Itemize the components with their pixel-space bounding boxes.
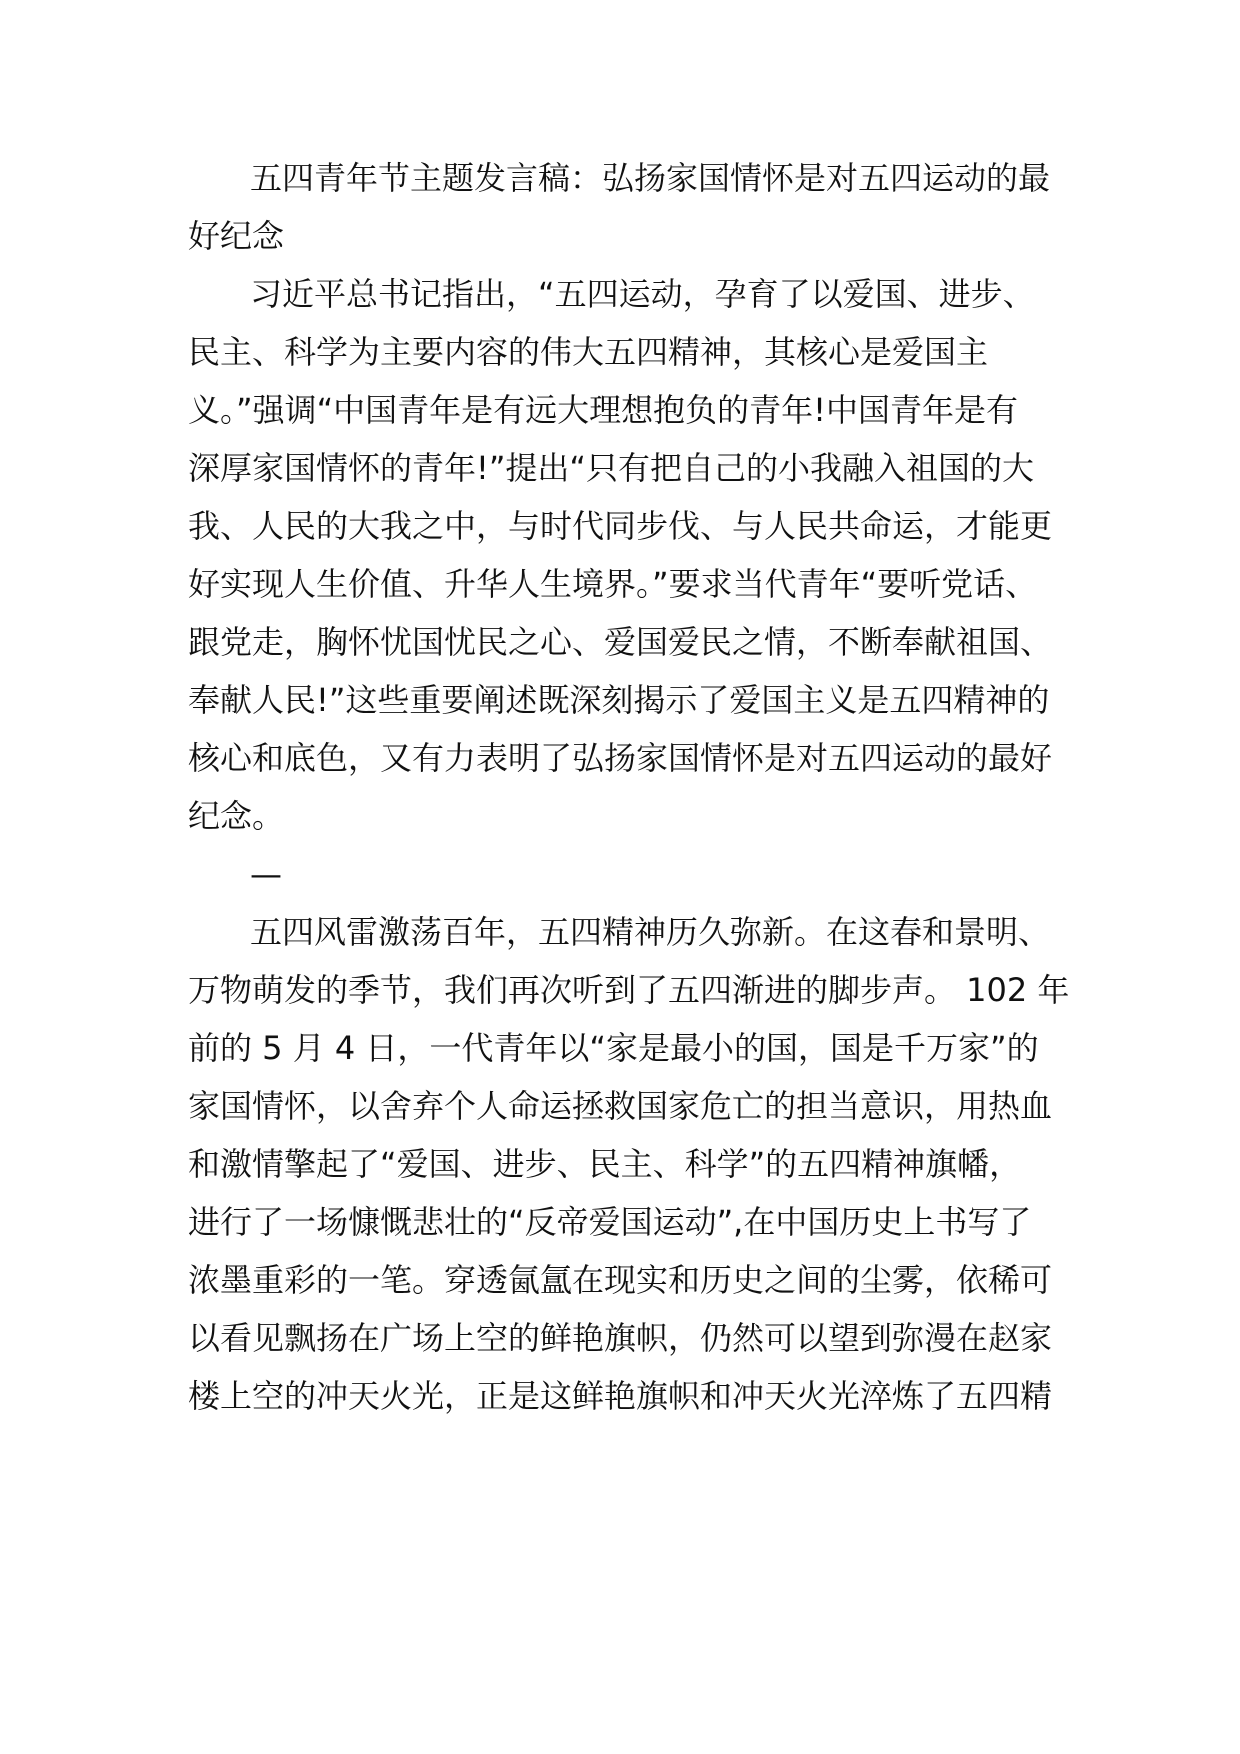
- paragraph-1-line: 深厚家国情怀的青年!”提出“只有把自己的小我融入祖国的大: [188, 449, 1034, 487]
- paragraph-2-line: 万物萌发的季节，我们再次听到了五四渐进的脚步声。 102 年: [188, 971, 1070, 1009]
- paragraph-1-line: 民主、科学为主要内容的伟大五四精神，其核心是爱国主: [188, 333, 989, 371]
- paragraph-2-line: 和激情擎起了“爱国、进步、民主、科学”的五四精神旗幡，: [188, 1145, 1022, 1183]
- paragraph-1-line: 核心和底色，又有力表明了弘扬家国情怀是对五四运动的最好: [188, 739, 1053, 777]
- paragraph-1-line: 奉献人民!”这些重要阐述既深刻揭示了爱国主义是五四精神的: [188, 681, 1050, 719]
- paragraph-2-line: 楼上空的冲天火光，正是这鲜艳旗帜和冲天火光淬炼了五四精: [188, 1377, 1053, 1415]
- paragraph-2-line: 浓墨重彩的一笔。穿透氤氲在现实和历史之间的尘雾，依稀可: [188, 1261, 1053, 1299]
- paragraph-2-line: 进行了一场慷慨悲壮的“反帝爱国运动”,在中国历史上书写了: [188, 1203, 1032, 1241]
- paragraph-2-line: 家国情怀，以舍弃个人命运拯救国家危亡的担当意识，用热血: [188, 1087, 1053, 1125]
- paragraph-1-line: 纪念。: [188, 797, 285, 835]
- paragraph-1-line: 习近平总书记指出，“五四运动，孕育了以爱国、进步、: [250, 275, 1035, 313]
- section-marker: —: [250, 855, 282, 893]
- document-title-line-1: 五四青年节主题发言稿：弘扬家国情怀是对五四运动的最: [250, 159, 1051, 197]
- paragraph-2-line: 五四风雷激荡百年，五四精神历久弥新。在这春和景明、: [250, 913, 1051, 951]
- paragraph-2-line: 以看见飘扬在广场上空的鲜艳旗帜，仍然可以望到弥漫在赵家: [188, 1319, 1053, 1357]
- document-title-line-2: 好纪念: [188, 217, 285, 255]
- paragraph-1-line: 跟党走，胸怀忧国忧民之心、爱国爱民之情，不断奉献祖国、: [188, 623, 1053, 661]
- paragraph-1-line: 我、人民的大我之中，与时代同步伐、与人民共命运，才能更: [188, 507, 1053, 545]
- paragraph-1-line: 好实现人生价值、升华人生境界。”要求当代青年“要听党话、: [188, 565, 1038, 603]
- paragraph-1-line: 义。”强调“中国青年是有远大理想抱负的青年!中国青年是有: [188, 391, 1018, 429]
- paragraph-2-line: 前的 5 月 4 日，一代青年以“家是最小的国，国是千万家”的: [188, 1029, 1039, 1067]
